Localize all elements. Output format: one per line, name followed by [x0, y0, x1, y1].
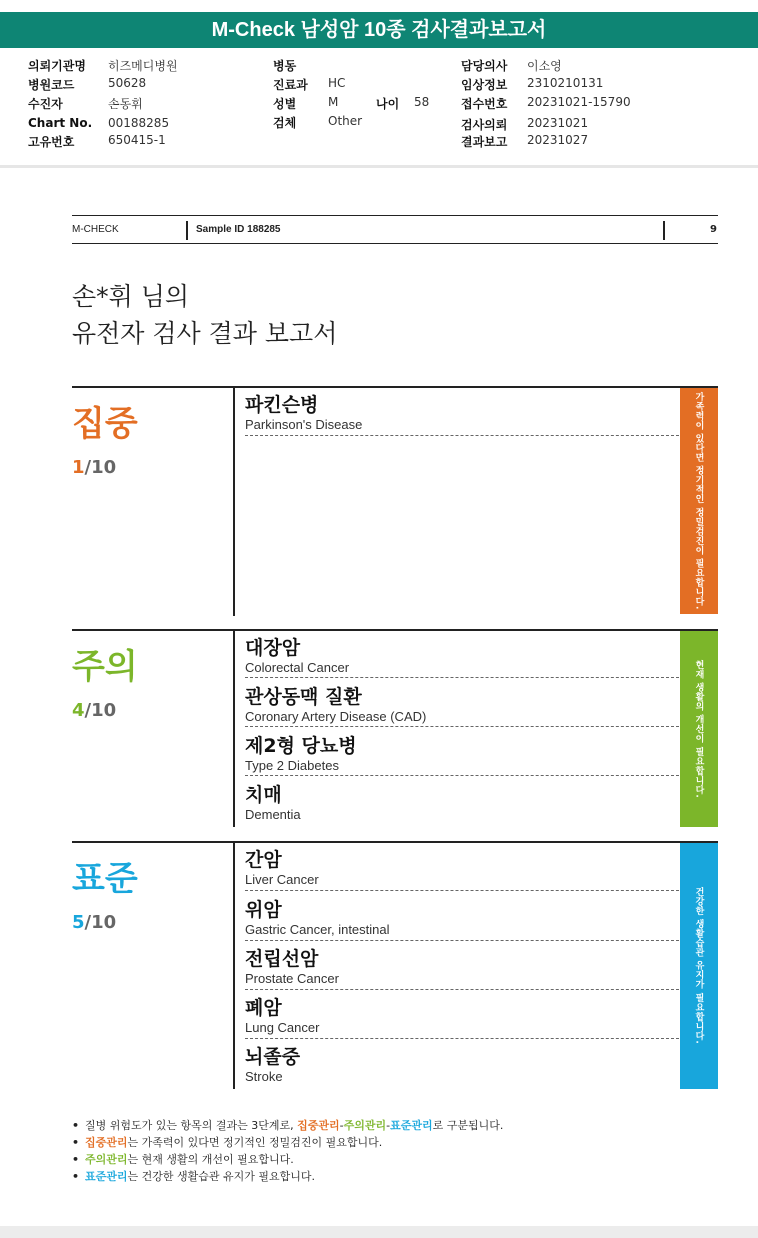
patient-value: 손동휘 — [108, 97, 143, 111]
age-value: 58 — [414, 95, 430, 109]
disease-name-en: Coronary Artery Disease (CAD) — [245, 709, 427, 724]
level-note-bar — [680, 388, 718, 614]
note-text: 로 구분됩니다. — [432, 1119, 504, 1132]
risk-count-number: 1 — [72, 457, 85, 478]
request-value: 20231021 — [527, 116, 589, 130]
patient-info-block — [0, 57, 758, 151]
disease-item — [245, 1045, 679, 1088]
bullet: • — [72, 1170, 80, 1183]
report-heading — [72, 278, 337, 352]
request-label: 검사의뢰 — [461, 118, 508, 132]
disease-item — [245, 393, 679, 436]
disease-name-en: Parkinson's Disease — [245, 417, 363, 432]
risk-count-number: 4 — [72, 700, 85, 721]
sample-id: Sample ID 188285 — [196, 224, 281, 235]
disease-item — [245, 734, 679, 776]
level-label: 표준 — [72, 859, 138, 899]
section-rule — [72, 386, 718, 388]
disease-item — [245, 783, 679, 825]
page-number: 9 — [710, 224, 717, 235]
disease-name-ko: 파킨슨병 — [245, 394, 319, 416]
bullet: • — [72, 1119, 80, 1132]
section-rule — [72, 629, 718, 631]
report-date-value: 20231027 — [527, 133, 589, 147]
report-date-label: 결과보고 — [461, 135, 508, 149]
note-line — [72, 1117, 503, 1134]
bullet: • — [72, 1136, 80, 1149]
level-note: 가족력이 있다면 정기적인 정밀검진이 필요합니다. — [693, 392, 704, 610]
doctor-value: 이소영 — [527, 59, 562, 73]
level-label: 집중 — [72, 404, 138, 444]
note-line — [72, 1151, 503, 1168]
note-text: 질병 위험도가 있는 항목의 결과는 3단계로, — [85, 1119, 298, 1132]
disease-item — [245, 898, 679, 941]
disease-item — [245, 636, 679, 678]
level-note: 건강한 생활습관 유지가 필요합니다. — [693, 887, 704, 1045]
disease-name-en: Liver Cancer — [245, 872, 319, 887]
receipt-value: 20231021-15790 — [527, 95, 631, 109]
chart-no-value: 00188285 — [108, 116, 170, 130]
institution-label: 의뢰기관명 — [28, 59, 86, 73]
hospital-code-label: 병원코드 — [28, 78, 75, 92]
risk-count — [72, 457, 116, 478]
bullet: • — [72, 1153, 80, 1166]
level-note: 현재 생활의 개선이 필요합니다. — [693, 659, 704, 799]
focus-keyword: 집중관리 — [85, 1136, 128, 1149]
section-caution — [72, 629, 718, 827]
disease-name-en: Lung Cancer — [245, 1020, 320, 1035]
institution-value: 히즈메디병원 — [108, 59, 178, 73]
ward-label: 병동 — [273, 59, 297, 73]
doctor-label: 담당의사 — [461, 59, 508, 73]
divider — [0, 165, 758, 168]
disease-name-en: Dementia — [245, 807, 301, 822]
report-title-bar: M-Check 남성암 10종 검사결과보고서 — [0, 12, 758, 48]
disease-name-en: Type 2 Diabetes — [245, 758, 339, 773]
specimen-label: 검체 — [273, 116, 297, 130]
note-text: - — [339, 1119, 344, 1132]
brand-label: M-CHECK — [72, 224, 119, 235]
disease-name-ko: 전립선암 — [245, 948, 319, 970]
header-rule-top — [72, 215, 718, 216]
section-divider — [233, 631, 235, 827]
risk-count-number: 5 — [72, 912, 85, 933]
disease-name-en: Prostate Cancer — [245, 971, 339, 986]
caution-keyword: 주의관리 — [343, 1119, 387, 1132]
disease-name-ko: 치매 — [245, 784, 282, 806]
disease-name-ko: 폐암 — [245, 997, 282, 1019]
hospital-code-value: 50628 — [108, 76, 147, 90]
receipt-label: 접수번호 — [461, 97, 508, 111]
unique-no-value: 650415-1 — [108, 133, 166, 147]
dept-label: 진료과 — [273, 78, 308, 92]
age-label: 나이 — [376, 97, 400, 111]
report-heading-line1: 손*휘 님의 — [72, 282, 190, 311]
disease-item — [245, 848, 679, 891]
disease-name-en: Colorectal Cancer — [245, 660, 350, 675]
disease-name-ko: 위암 — [245, 899, 282, 921]
patient-label: 수진자 — [28, 97, 63, 111]
disease-item — [245, 685, 679, 727]
level-note-bar — [680, 843, 718, 1089]
section-divider — [233, 388, 235, 616]
disease-name-en: Stroke — [245, 1069, 283, 1084]
disease-name-en: Gastric Cancer, intestinal — [245, 922, 390, 937]
disease-item — [245, 996, 679, 1039]
disease-name-ko: 제2형 당뇨병 — [245, 735, 357, 757]
section-rule — [72, 841, 718, 843]
report-heading-line2: 유전자 검사 결과 보고서 — [72, 319, 338, 348]
specimen-value: Other — [328, 114, 363, 128]
header-separator — [186, 221, 188, 240]
section-focus — [72, 386, 718, 616]
note-text: 는 현재 생활의 개선이 필요합니다. — [127, 1153, 294, 1166]
note-text: 는 가족력이 있다면 정기적인 정밀검진이 필요합니다. — [127, 1136, 383, 1149]
dept-value: HC — [328, 76, 346, 90]
standard-keyword: 표준관리 — [85, 1170, 128, 1183]
page-footer-band — [0, 1226, 758, 1238]
caution-keyword: 주의관리 — [85, 1153, 128, 1166]
clinical-value: 2310210131 — [527, 76, 604, 90]
unique-no-label: 고유번호 — [28, 135, 75, 149]
sex-label: 성별 — [273, 97, 297, 111]
section-divider — [233, 843, 235, 1089]
risk-count — [72, 912, 116, 933]
disease-name-ko: 관상동맥 질환 — [245, 686, 362, 708]
level-note-bar — [680, 631, 718, 827]
legend-notes — [72, 1117, 503, 1185]
sex-value: M — [328, 95, 339, 109]
risk-count-total: /10 — [84, 457, 117, 478]
section-standard — [72, 841, 718, 1089]
header-rule-bottom — [72, 243, 718, 244]
disease-item — [245, 947, 679, 990]
disease-name-ko: 간암 — [245, 849, 282, 871]
risk-count-total: /10 — [84, 700, 117, 721]
risk-count — [72, 700, 116, 721]
disease-name-ko: 대장암 — [245, 637, 301, 659]
risk-count-total: /10 — [84, 912, 117, 933]
chart-no-label: Chart No. — [28, 116, 93, 130]
disease-name-ko: 뇌졸중 — [245, 1046, 301, 1068]
note-text: - — [386, 1119, 391, 1132]
focus-keyword: 집중관리 — [297, 1119, 340, 1132]
level-label: 주의 — [72, 647, 138, 687]
note-line — [72, 1134, 503, 1151]
clinical-label: 임상정보 — [461, 78, 508, 92]
header-separator — [663, 221, 665, 240]
standard-keyword: 표준관리 — [390, 1119, 433, 1132]
note-line — [72, 1168, 503, 1185]
note-text: 는 건강한 생활습관 유지가 필요합니다. — [127, 1170, 316, 1183]
